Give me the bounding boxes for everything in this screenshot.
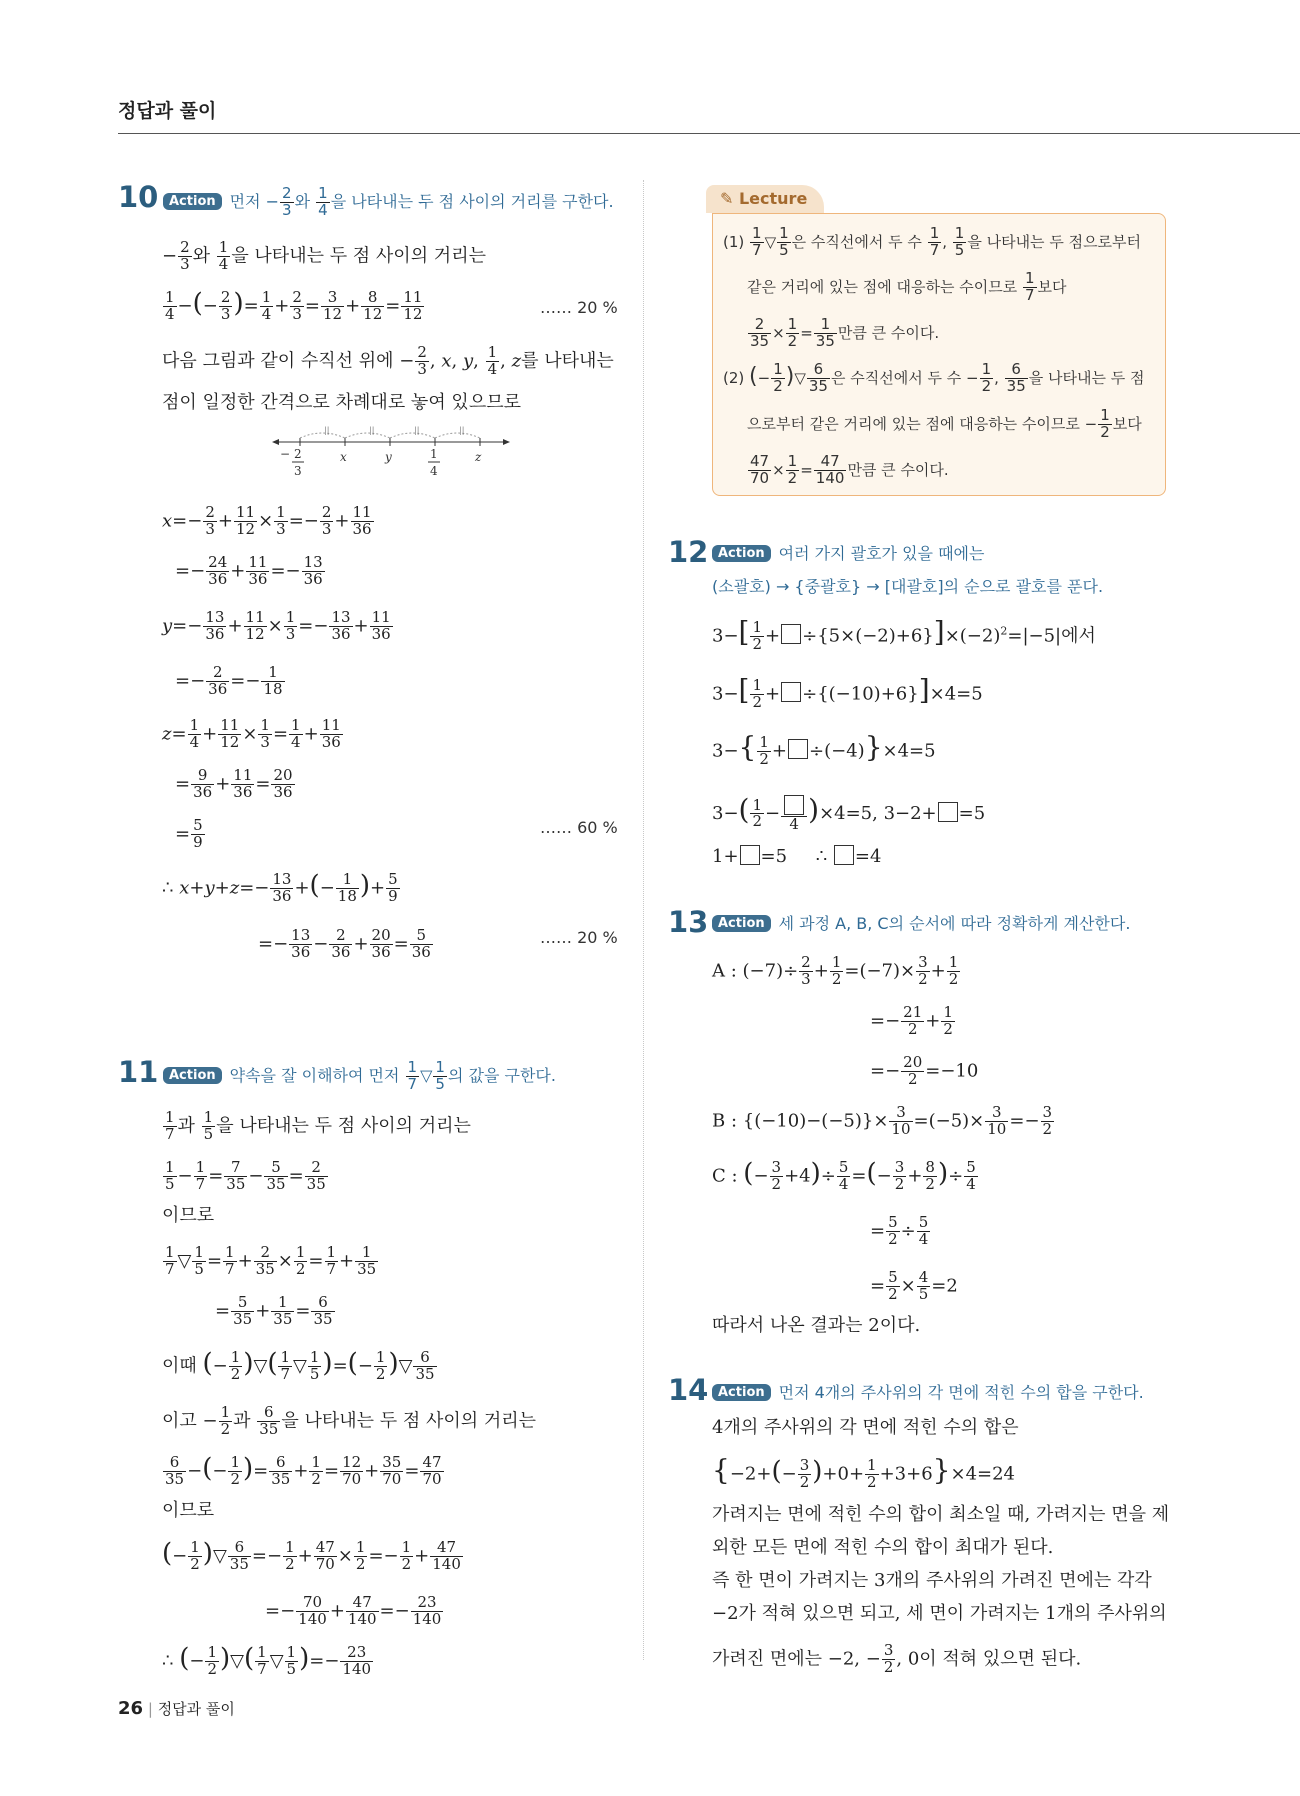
nl-label-z: z: [475, 450, 482, 464]
svg-text:||: ||: [324, 426, 330, 435]
lecture-item-2-line-3: $\frac{47}{70}$ × $\frac{1}{2}$ = $\frac{47}{140}$ 만큼 큰 수이다.: [750, 452, 949, 487]
nl-label-y: y: [385, 450, 392, 464]
problem-13-number: 13: [668, 905, 709, 939]
p10-action-post: 을 나타내는 두 점 사이의 거리를 구한다.: [330, 191, 614, 211]
p14-line-4: 외한 모든 면에 적힌 수의 합이 최대가 된다.: [712, 1537, 1054, 1558]
p10-eq-z-2: = $\frac{9}{36}$ + $\frac{11}{36}$ = $\frac{20}{36}$: [175, 766, 293, 801]
p12-eq-5: 1+ =5 ∴ =4: [712, 846, 882, 867]
svg-text:||: ||: [369, 426, 375, 435]
svg-text:1: 1: [430, 447, 438, 461]
p12-eq-2: 3−[ $\frac{1}{2}$ + ÷{(−10)+6}]×4=5: [712, 673, 983, 711]
header-rule: [118, 133, 1300, 134]
lecture-item-1-line-3: $\frac{2}{35}$ × $\frac{1}{2}$ = $\frac{1}{35}$ 만큼 큰 수이다.: [750, 315, 940, 350]
p13-eq-a-3: =− $\frac{20}{2}$ =−10: [870, 1053, 979, 1088]
problem-11-number: 11: [118, 1055, 159, 1089]
p13-eq-c-2: = $\frac{5}{2}$ ÷ $\frac{5}{4}$: [870, 1213, 929, 1248]
p12-eq-3: 3−{ $\frac{1}{2}$ + ÷(−4)}×4=5: [712, 730, 936, 768]
p14-eq: {−2+(− $\frac{3}{2}$ )+0+ $\frac{1}{2}$ +3+6}×4=24: [712, 1453, 1016, 1491]
p11-line-1: $\frac{1}{7}$ 과 $\frac{1}{5}$ 을 나타내는 두 점 사이의 거리는: [165, 1108, 471, 1143]
p10-eq-sum-2: =− $\frac{13}{36}$ − $\frac{2}{36}$ + $\frac{20}{36}$ = $\frac{5}{36}$: [258, 926, 431, 961]
p11-eq-4: $\frac{6}{35}$ −(− $\frac{1}{2}$ )= $\frac{6}{35}$ + $\frac{1}{2}$ = $\frac{12}{70}$ + $\frac{35}{70}$ = $\frac{47}{70}$: [165, 1453, 442, 1488]
page-footer: [118, 1698, 235, 1719]
p11-eq-5: (− $\frac{1}{2}$ )▽ $\frac{6}{35}$ =− $\frac{1}{2}$ + $\frac{47}{70}$ × $\frac{1}{2}$ =− $\frac{1}{2}$ + $\frac{47}{140}$: [162, 1538, 461, 1573]
problem-14-number: 14: [668, 1373, 709, 1407]
svg-text:||: ||: [414, 426, 420, 435]
column-divider: [643, 180, 644, 1660]
p10-eq-z-3: = $\frac{5}{9}$: [175, 816, 203, 851]
lecture-tab: ✎ Lecture: [706, 185, 824, 213]
svg-text:2: 2: [294, 447, 302, 461]
p13-eq-a-2: =− $\frac{21}{2}$ + $\frac{1}{2}$: [870, 1003, 953, 1038]
problem-12-number: 12: [668, 535, 709, 569]
p13-eq-b: B : {(−10)−(−5)}× $\frac{3}{10}$ =(−5)× $\frac{3}{10}$ =− $\frac{3}{2}$: [712, 1103, 1053, 1138]
lecture-box: [712, 213, 1166, 496]
page-header-title: 정답과 풀이: [118, 100, 217, 122]
lecture-item-2-line-2: 으로부터 같은 거리에 있는 점에 대응하는 수이므로 − $\frac{1}{2}$ 보다: [747, 406, 1142, 441]
nl-label-x: x: [340, 450, 347, 464]
p14-line-3: 가려지는 면에 적힌 수의 합이 최소일 때, 가려지는 면을 제: [712, 1504, 1170, 1525]
p13-eq-a-1: A : (−7)÷ $\frac{2}{3}$ + $\frac{1}{2}$ =(−7)× $\frac{3}{2}$ + $\frac{1}{2}$: [712, 953, 959, 988]
page-number: 26: [118, 1698, 144, 1719]
svg-text:−: −: [280, 447, 291, 461]
p10-score-2: …… 60 %: [540, 818, 618, 837]
p13-conclusion: 따라서 나온 결과는 2이다.: [712, 1315, 921, 1336]
p14-line-6: −2가 적혀 있으면 되고, 세 면이 가려지는 1개의 주사위의: [712, 1603, 1167, 1624]
footer-label: 정답과 풀이: [157, 1700, 235, 1718]
p10-eq-sum-1: ∴ x+y+z=− $\frac{13}{36}$ +(− $\frac{1}{18}$ )+ $\frac{5}{9}$: [162, 870, 398, 905]
problem-10-action: Action 먼저 − $\frac{2}{3}$ 와 $\frac{1}{4}$ 을 나타내는 두 점 사이의 거리를 구한다.: [163, 186, 614, 219]
p10-line-3: 다음 그림과 같이 수직선 위에 − $\frac{2}{3}$ , x, y, $\frac{1}{4}$ , z를 나타내는: [162, 343, 614, 378]
p11-line-igo: 이고 − $\frac{1}{2}$ 과 $\frac{6}{35}$ 을 나타내는 두 점 사이의 거리는: [162, 1403, 537, 1438]
p14-line-7: 가려진 면에는 −2, − $\frac{3}{2}$ , 0이 적혀 있으면 된다.: [712, 1641, 1082, 1676]
problem-11-action: Action 약속을 잘 이해하여 먼저 $\frac{1}{7}$ ▽ $\frac{1}{5}$ 의 값을 구한다.: [163, 1060, 556, 1093]
svg-text:3: 3: [294, 464, 302, 478]
p10-line-1: − $\frac{2}{3}$ 와 $\frac{1}{4}$ 을 나타내는 두 점 사이의 거리는: [162, 238, 486, 273]
footer-separator: |: [147, 1700, 153, 1718]
p13-eq-c-1: C : (− $\frac{3}{2}$ +4)÷ $\frac{5}{4}$ =(− $\frac{3}{2}$ + $\frac{8}{2}$ )÷ $\frac{5}{4}$: [712, 1158, 976, 1193]
p11-imeuro-2: 이므로: [162, 1500, 215, 1521]
p11-eq-6: =− $\frac{70}{140}$ + $\frac{47}{140}$ =− $\frac{23}{140}$: [265, 1593, 442, 1628]
p10-eq-y-2: =− $\frac{2}{36}$ =− $\frac{1}{18}$: [175, 663, 283, 698]
p10-eq-distance: $\frac{1}{4}$ −(− $\frac{2}{3}$ )= $\frac{1}{4}$ + $\frac{2}{3}$ = $\frac{3}{12}$ + $\frac{8}{12}$ = $\frac{11}{12}$: [165, 288, 423, 323]
problem-14-action: Action 먼저 4개의 주사위의 각 면에 적힌 수의 합을 구한다.: [712, 1380, 1144, 1403]
number-line-figure: [272, 425, 512, 485]
p12-eq-1: 3−[ $\frac{1}{2}$ + $\div\{5\times(-2)+6\}]\times(-2)^2=|-5|$에서: [712, 615, 1096, 653]
svg-text:4: 4: [430, 464, 438, 478]
p10-line-4: 점이 일정한 간격으로 차례대로 놓여 있으므로: [162, 392, 521, 413]
action-badge: Action: [163, 193, 222, 210]
p11-eq-final: ∴ (− $\frac{1}{2}$ )▽( $\frac{1}{7}$ ▽ $\frac{1}{5}$ )=− $\frac{23}{140}$: [162, 1643, 372, 1678]
svg-text:||: ||: [459, 426, 465, 435]
p14-line-5: 즉 한 면이 가려지는 3개의 주사위의 가려진 면에는 각각: [712, 1570, 1152, 1591]
p10-eq-x-1: x=− $\frac{2}{3}$ + $\frac{11}{12}$ × $\frac{1}{3}$ =− $\frac{2}{3}$ + $\frac{11}{36}$: [162, 503, 372, 538]
problem-12-action-2: (소괄호) → {중괄호} → [대괄호]의 순으로 괄호를 푼다.: [712, 577, 1104, 596]
p10-score-3: …… 20 %: [540, 928, 618, 947]
lecture-item-2-line-1: (2) (− $\frac{1}{2}$ )▽ $\frac{6}{35}$ 은 수직선에서 두 수 − $\frac{1}{2}$ , $\frac{6}{35}$ 을 나타내는 두 점: [723, 360, 1145, 395]
p10-eq-x-2: =− $\frac{24}{36}$ + $\frac{11}{36}$ =− $\frac{13}{36}$: [175, 553, 323, 588]
problem-12-action: Action 여러 가지 괄호가 있을 때에는: [712, 541, 984, 564]
p11-eq-3: = $\frac{5}{35}$ + $\frac{1}{35}$ = $\frac{6}{35}$: [215, 1293, 333, 1328]
p11-imeuro-1: 이므로: [162, 1205, 215, 1226]
p11-line-idae: 이때 (− $\frac{1}{2}$ )▽( $\frac{1}{7}$ ▽ $\frac{1}{5}$ )=(− $\frac{1}{2}$ )▽ $\frac{6}{35}$: [162, 1348, 435, 1383]
p12-eq-4: 3−( $\frac{1}{2}$ − 4 )×4=5, 3−2+ =5: [712, 792, 986, 833]
pencil-icon: ✎: [720, 189, 734, 208]
p10-score-1: …… 20 %: [540, 298, 618, 317]
p10-eq-z-1: z= $\frac{1}{4}$ + $\frac{11}{12}$ × $\frac{1}{3}$ = $\frac{1}{4}$ + $\frac{11}{36}$: [162, 716, 341, 751]
p14-line-1: 4개의 주사위의 각 면에 적힌 수의 합은: [712, 1417, 1019, 1438]
problem-10-number: 10: [118, 180, 159, 214]
problem-13-action: Action 세 과정 A, B, C의 순서에 따라 정확하게 계산한다.: [712, 911, 1130, 934]
p11-eq-2: $\frac{1}{7}$ ▽ $\frac{1}{5}$ = $\frac{1}{7}$ + $\frac{2}{35}$ × $\frac{1}{2}$ = $\frac{1}{7}$ + $\frac{1}{35}$: [165, 1243, 377, 1278]
p10-action-pre: 먼저: [229, 191, 261, 211]
lecture-item-1-line-2: 같은 거리에 있는 점에 대응하는 수이므로 $\frac{1}{7}$ 보다: [747, 269, 1067, 304]
p10-eq-y-1: y=− $\frac{13}{36}$ + $\frac{11}{12}$ × $\frac{1}{3}$ =− $\frac{13}{36}$ + $\frac{11}{36}$: [162, 608, 391, 643]
p13-eq-c-3: = $\frac{5}{2}$ × $\frac{4}{5}$ =2: [870, 1268, 958, 1303]
lecture-item-1-line-1: (1) $\frac{1}{7}$ ▽ $\frac{1}{5}$ 은 수직선에서 두 수 $\frac{1}{7}$ , $\frac{1}{5}$ 을 나타내는 두 점으로부터: [723, 224, 1142, 259]
p11-eq-1: $\frac{1}{5}$ − $\frac{1}{7}$ = $\frac{7}{35}$ − $\frac{5}{35}$ = $\frac{2}{35}$: [165, 1158, 326, 1193]
